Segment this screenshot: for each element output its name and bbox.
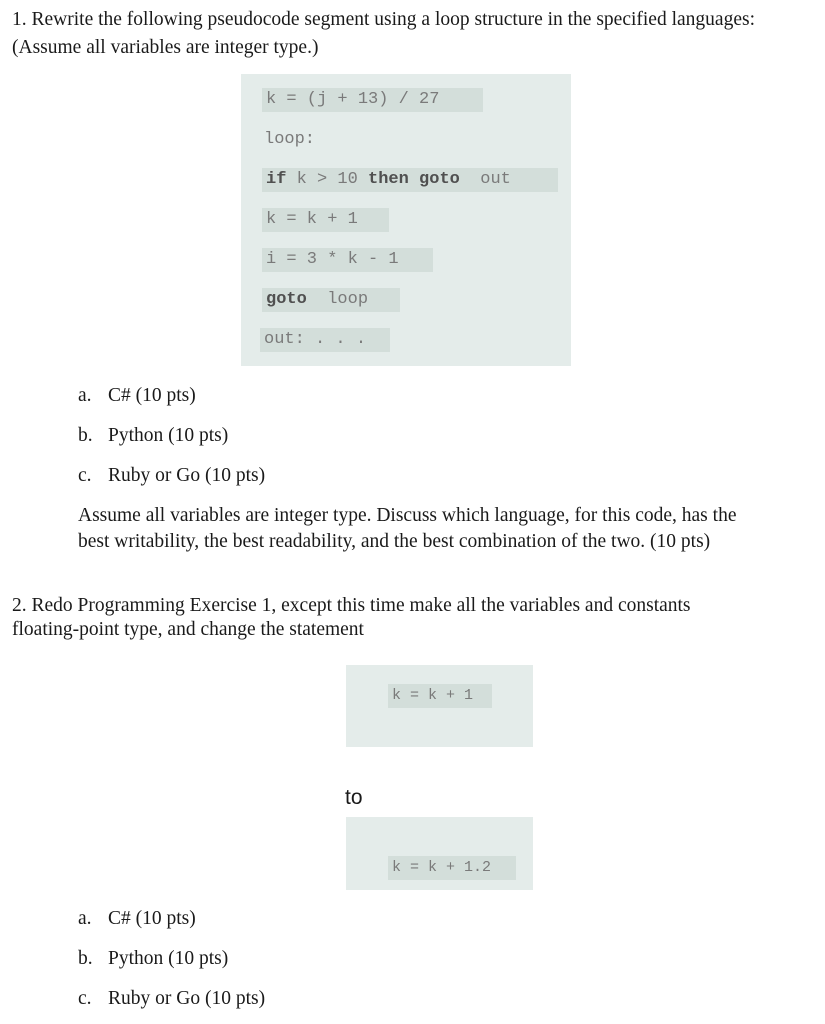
q1-discussion-line-1: Assume all variables are integer type. Discuss which language, for this code, has the	[78, 505, 737, 526]
code-line-assign-i: i = 3 * k - 1	[262, 248, 433, 272]
code-line-from: k = k + 1	[388, 684, 492, 708]
code-line-increment-k: k = k + 1	[262, 208, 389, 232]
code-keyword-then-goto: then goto	[368, 170, 460, 189]
q1-line-2: (Assume all variables are integer type.)	[12, 37, 319, 58]
q2-code-from-block	[346, 665, 533, 747]
q2-item-b-text: Python (10 pts)	[108, 948, 229, 969]
q1-item-a	[78, 384, 196, 408]
q1-code-block	[241, 74, 571, 366]
q1-item-b-label: b.	[78, 425, 93, 446]
code-line-goto-loop	[262, 288, 400, 312]
q1-line-1: 1. Rewrite the following pseudocode segment using a loop structure in the specified languages:	[12, 9, 755, 30]
code-if-condition: k > 10	[286, 170, 369, 189]
q2-item-b-label: b.	[78, 948, 93, 969]
code-line-if	[262, 168, 558, 192]
q1-item-a-label: a.	[78, 385, 92, 406]
q2-code-to-block	[346, 817, 533, 890]
q1-item-c-text: Ruby or Go (10 pts)	[108, 465, 266, 486]
q2-item-a	[78, 907, 196, 931]
q1-item-c-label: c.	[78, 465, 92, 486]
q1-discussion-line-2: best writability, the best readability, and the best combination of the two. (10 pts)	[78, 531, 711, 552]
q1-item-b-text: Python (10 pts)	[108, 425, 229, 446]
q2-item-a-label: a.	[78, 908, 92, 929]
q2-item-b	[78, 947, 228, 971]
code-line-assign-k: k = (j + 13) / 27	[262, 88, 483, 112]
code-line-loop-label: loop:	[264, 130, 316, 149]
code-line-to: k = k + 1.2	[388, 856, 516, 880]
q2-line-1: 2. Redo Programming Exercise 1, except this time make all the variables and constants	[12, 595, 691, 616]
code-if-target: out	[459, 170, 511, 189]
code-goto-target: loop	[306, 290, 369, 309]
q2-item-c-text: Ruby or Go (10 pts)	[108, 988, 266, 1009]
code-keyword-if: if	[266, 170, 287, 189]
q2-item-a-text: C# (10 pts)	[108, 908, 196, 929]
q2-item-c-label: c.	[78, 988, 92, 1009]
q2-to-word: to	[345, 786, 363, 809]
q1-item-c	[78, 464, 265, 488]
q2-item-c	[78, 987, 265, 1011]
q1-item-a-text: C# (10 pts)	[108, 385, 196, 406]
q1-item-b	[78, 424, 228, 448]
q2-line-2: floating-point type, and change the statement	[12, 619, 364, 640]
code-keyword-goto: goto	[266, 290, 307, 309]
code-line-out-label: out: . . .	[260, 328, 390, 352]
